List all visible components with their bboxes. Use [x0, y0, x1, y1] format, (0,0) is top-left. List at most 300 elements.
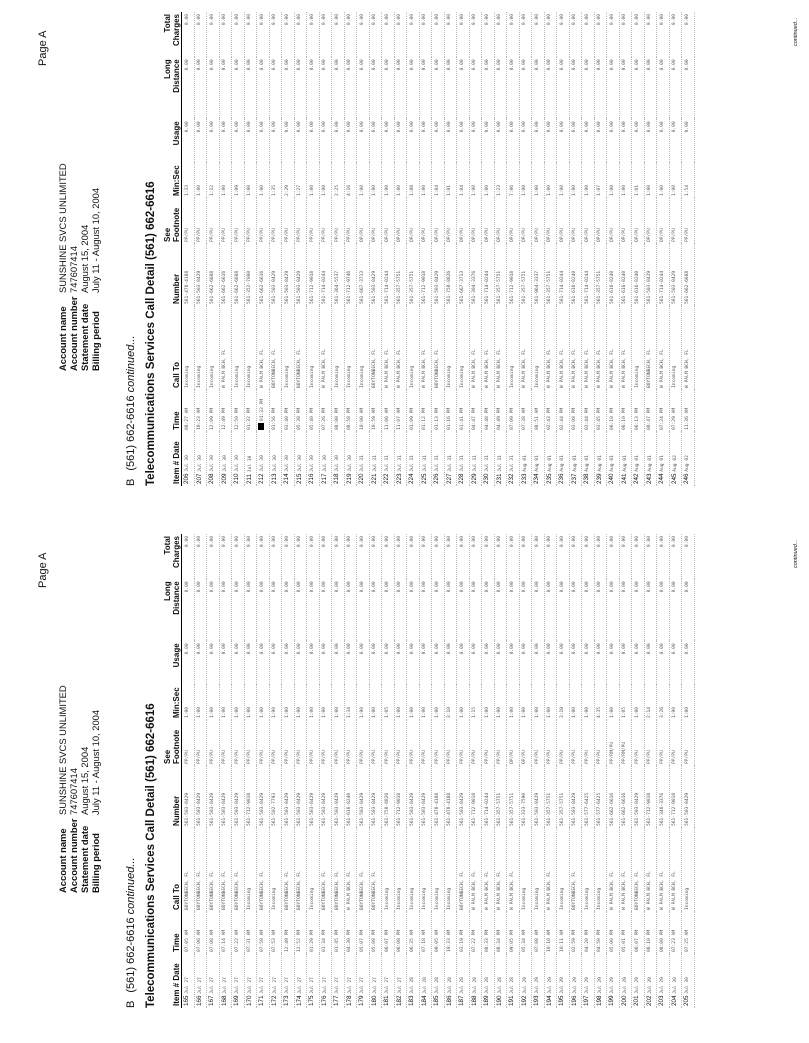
- table-row: [407, 12, 420, 486]
- cell-total-charges: 0.00: [319, 534, 332, 579]
- cell-item-date: [232, 954, 245, 1008]
- call-date: Jul 30: [335, 455, 340, 472]
- cell-time: [244, 390, 257, 432]
- cell-call-to: Incoming: [407, 828, 420, 912]
- item-number: 180: [370, 995, 378, 1006]
- call-date: Jul 27: [322, 977, 328, 994]
- cell-footnote: PP/RM/PU: [619, 720, 632, 766]
- call-date: Jul 30: [672, 977, 678, 994]
- table-row: [544, 534, 557, 1008]
- call-time: 06:13 PM: [634, 407, 640, 430]
- cell-number: 561-577-6425: [594, 766, 607, 828]
- item-number: 225: [420, 473, 428, 484]
- cell-duration: 1:00: [257, 163, 270, 198]
- cell-call-to: W PALM BCH, FL: [494, 306, 507, 390]
- cell-footnote: PP/PU: [244, 198, 257, 244]
- table-row: [569, 534, 582, 1008]
- cell-duration: 1:00: [669, 163, 682, 198]
- cell-duration: 1:00: [469, 163, 482, 198]
- call-time: 03:19 PM: [459, 929, 465, 952]
- cell-long-distance: 0.00: [357, 579, 370, 641]
- call-time: 03:44 PM: [584, 407, 590, 430]
- cell-duration: 1:00: [544, 685, 557, 720]
- table-row: [644, 534, 657, 1008]
- cell-duration: 1:00: [544, 163, 557, 198]
- cell-call-to: Incoming: [519, 828, 532, 912]
- cell-item-date: [194, 954, 207, 1008]
- cell-total-charges: 0.00: [219, 534, 232, 579]
- call-date: Jul 27: [310, 977, 315, 994]
- cell-duration: 1:00: [282, 685, 295, 720]
- call-time: 08:00 PM: [334, 407, 340, 430]
- col-number-text: Number: [172, 795, 181, 826]
- call-time: 07:08 AM: [534, 929, 540, 952]
- table-row: [494, 12, 507, 486]
- cell-number: 561-712-9018: [307, 244, 320, 306]
- cell-footnote: OP/PU: [607, 198, 620, 244]
- cell-long-distance: 0.00: [544, 579, 557, 641]
- page-label: Page A: [37, 30, 49, 66]
- cell-total-charges: 0.00: [457, 534, 470, 579]
- table-row: [357, 12, 370, 486]
- table-row: [519, 534, 532, 1008]
- col-item-date-text: Item # Date: [172, 963, 181, 1006]
- table-row: [394, 534, 407, 1008]
- call-date: Jul 29: [635, 977, 640, 994]
- cell-total-charges: 0.00: [232, 534, 245, 579]
- cell-footnote: PP/PU: [257, 720, 270, 766]
- table-row: [682, 12, 695, 486]
- cell-usage: 0.00: [507, 119, 520, 163]
- cell-number: 561-503-8429: [207, 766, 220, 828]
- table-row: [582, 534, 595, 1008]
- item-number: 210: [233, 473, 240, 484]
- cell-number: 561-662-6688: [682, 244, 695, 306]
- cell-call-to: Incoming: [557, 828, 570, 912]
- cell-long-distance: 0.00: [269, 57, 282, 119]
- cell-time: [657, 390, 670, 432]
- cell-time: [232, 912, 245, 954]
- call-date: Jul 30: [310, 455, 315, 472]
- cell-duration: 1:00: [607, 163, 620, 198]
- cell-total-charges: 0.00: [407, 534, 420, 579]
- cell-number: 561-712-9018: [244, 766, 257, 828]
- cell-duration: 1:00: [219, 685, 232, 720]
- cell-number: 561-714-0244: [557, 244, 570, 306]
- cell-time: [482, 390, 495, 432]
- cell-number: 561-662-6616: [607, 766, 620, 828]
- cell-number: 561-357-5751: [544, 766, 557, 828]
- account-number-value: 747607414: [68, 246, 79, 293]
- cell-long-distance: 0.00: [307, 579, 320, 641]
- cell-item-date: [294, 432, 307, 486]
- statement-page-2: [0, 0, 809, 521]
- cell-item-date: [344, 432, 357, 486]
- cell-call-to: Incoming: [244, 828, 257, 912]
- cell-time: [644, 390, 657, 432]
- call-date: Jul 30: [260, 455, 265, 472]
- cell-duration: 1:00: [294, 685, 307, 720]
- cell-call-to: W PALM BCH, FL: [569, 306, 582, 390]
- cell-call-to: Incoming: [394, 828, 407, 912]
- call-date: Jul 30: [347, 455, 353, 472]
- call-time: 08:33 PM: [484, 929, 490, 952]
- cell-item-date: [582, 432, 595, 486]
- cell-time: [569, 390, 582, 432]
- cell-usage: 0.00: [282, 119, 295, 163]
- cell-duration: 1:05: [382, 685, 395, 720]
- cell-usage: 0.00: [207, 119, 220, 163]
- call-time: 01:32 PM: [247, 407, 252, 430]
- cell-total-charges: 0.00: [257, 534, 270, 579]
- cell-usage: 0.00: [457, 641, 470, 685]
- cell-item-date: [394, 432, 407, 486]
- table-row: [369, 534, 382, 1008]
- table-row: [207, 534, 220, 1008]
- table-row: [232, 534, 245, 1008]
- cell-long-distance: 0.00: [319, 579, 332, 641]
- cell-total-charges: 0.00: [607, 12, 620, 57]
- cell-time: [494, 912, 507, 954]
- cell-duration: 1:00: [669, 685, 682, 720]
- cell-item-date: [332, 954, 345, 1008]
- cell-item-date: [669, 432, 682, 486]
- call-date: Jul 31: [397, 455, 403, 472]
- cell-call-to: Incoming: [594, 828, 607, 912]
- table-row: [594, 12, 607, 486]
- col-call-to-text: Call To: [172, 361, 181, 388]
- col-total-charges-text: Charges: [172, 14, 181, 47]
- cell-item-date: [369, 432, 382, 486]
- cell-footnote: PP/PU: [394, 720, 407, 766]
- cell-number: 561-714-0244: [319, 244, 332, 306]
- account-name-label: Account name: [57, 306, 68, 371]
- call-time: 06:07 PM: [634, 929, 640, 952]
- cell-call-to: Incoming: [307, 306, 320, 390]
- cell-total-charges: 0.00: [294, 12, 307, 57]
- cell-call-to: BOYTONBECH, FL: [294, 828, 307, 912]
- cell-long-distance: 0.00: [644, 57, 657, 119]
- cell-call-to: BOYTONBECH, FL: [219, 828, 232, 912]
- cell-footnote: PP/PU: [682, 720, 695, 766]
- call-date: Jul 27: [222, 977, 228, 994]
- call-time: 04:20 PM: [584, 929, 590, 952]
- col-footnote: [163, 720, 182, 766]
- cell-long-distance: 0.00: [332, 579, 345, 641]
- cell-footnote: PP/PU: [657, 720, 670, 766]
- table-row: [182, 12, 195, 486]
- cell-duration: 2:14: [644, 685, 657, 720]
- cell-call-to: Incoming: [532, 306, 545, 390]
- table-row: [307, 534, 320, 1008]
- call-time: 07:25 AM: [684, 929, 690, 952]
- cell-footnote: OP/PU: [632, 198, 645, 244]
- cell-item-date: [407, 432, 420, 486]
- item-number: 194: [545, 995, 553, 1006]
- cell-call-to: Incoming: [282, 306, 295, 390]
- call-date: Jul 27: [397, 977, 403, 994]
- cell-call-to: BOYTONBECH, FL: [569, 828, 582, 912]
- cell-item-date: [194, 432, 207, 486]
- col-item-date: [163, 432, 182, 486]
- call-date: Aug 01: [660, 455, 665, 472]
- table-row: [319, 12, 332, 486]
- item-number: 232: [508, 473, 515, 484]
- cell-number: 561-357-5751: [494, 244, 507, 306]
- cell-footnote: PP/PU: [382, 720, 395, 766]
- cell-time: [544, 912, 557, 954]
- call-time: 09:05 AM: [434, 929, 440, 952]
- call-date: Jul 30: [297, 455, 303, 472]
- call-date: Jul 27: [247, 977, 253, 994]
- cell-duration: 1:00: [244, 685, 257, 720]
- cell-total-charges: 0.00: [194, 534, 207, 579]
- cell-usage: 0.00: [307, 641, 320, 685]
- cell-total-charges: 0.00: [482, 12, 495, 57]
- cell-item-date: [432, 954, 445, 1008]
- cell-duration: 1:00: [394, 685, 407, 720]
- cell-total-charges: 0.00: [369, 534, 382, 579]
- cell-item-date: [594, 954, 607, 1008]
- cell-usage: 0.00: [507, 641, 520, 685]
- cell-call-to: Incoming: [194, 306, 207, 390]
- cell-footnote: PP/PU: [294, 720, 307, 766]
- account-name-row: [57, 163, 68, 371]
- cell-call-to: Incoming: [407, 306, 420, 390]
- cell-duration: 1:00: [582, 685, 595, 720]
- call-time: 12:52 PM: [297, 929, 302, 952]
- continued-note: continued...: [793, 539, 799, 568]
- item-number: 172: [270, 995, 278, 1006]
- col-usage: [163, 119, 182, 163]
- cell-item-date: [219, 954, 232, 1008]
- cell-total-charges: 0.00: [332, 12, 345, 57]
- item-number: 246: [683, 473, 690, 484]
- cell-duration: 1:00: [507, 685, 520, 720]
- cell-long-distance: 0.00: [419, 579, 432, 641]
- cell-call-to: BOYTONBECH, FL: [644, 306, 657, 390]
- cell-long-distance: 0.00: [407, 57, 420, 119]
- cell-total-charges: 0.00: [332, 534, 345, 579]
- table-row: [607, 534, 620, 1008]
- cell-call-to: W PALM BCH, FL: [419, 306, 432, 390]
- cell-footnote: PP/PU: [319, 198, 332, 244]
- call-date: Jul 30: [285, 455, 290, 472]
- cell-footnote: PP/PU: [669, 720, 682, 766]
- cell-long-distance: 0.00: [644, 579, 657, 641]
- table-row: [569, 12, 582, 486]
- cell-time: [457, 390, 470, 432]
- cell-time: [207, 912, 220, 954]
- cell-usage: 0.00: [544, 641, 557, 685]
- item-number: 209: [220, 473, 228, 484]
- cell-total-charges: 0.00: [569, 534, 582, 579]
- item-number: 240: [608, 473, 615, 484]
- account-name-row: [57, 685, 68, 893]
- item-number: 223: [395, 473, 403, 484]
- cell-item-date: [307, 432, 320, 486]
- statement-date-value: August 15, 2004: [79, 224, 90, 293]
- item-number: 230: [483, 473, 490, 484]
- cell-call-to: W PALM BCH, FL: [544, 306, 557, 390]
- cell-time: [682, 390, 695, 432]
- cell-call-to: W PALM BCH, FL: [469, 306, 482, 390]
- item-number: 178: [345, 995, 353, 1006]
- call-detail-title: Telecommunications Services Call Detail (561) 662-6616: [145, 181, 157, 486]
- call-detail-table: [163, 12, 695, 486]
- cell-usage: 0.00: [669, 119, 682, 163]
- cell-footnote: OP/PU: [544, 198, 557, 244]
- item-number: 227: [445, 473, 453, 484]
- account-number-row: [68, 685, 79, 893]
- cell-total-charges: 0.00: [244, 534, 257, 579]
- item-number: 183: [408, 995, 415, 1006]
- cell-number: 561-503-8429: [194, 244, 207, 306]
- cell-time: [307, 390, 320, 432]
- cell-footnote: OP/PU: [569, 198, 582, 244]
- col-item-date: [163, 954, 182, 1008]
- cell-usage: 0.00: [594, 641, 607, 685]
- cell-duration: 1:00: [632, 685, 645, 720]
- cell-total-charges: 0.00: [607, 534, 620, 579]
- statement-page-1: [0, 522, 809, 1043]
- cell-usage: 0.00: [569, 641, 582, 685]
- cell-long-distance: 0.00: [294, 57, 307, 119]
- call-date: Jul 30: [247, 455, 253, 473]
- col-footnote: [163, 198, 182, 244]
- cell-total-charges: 0.00: [357, 534, 370, 579]
- cell-number: 561-712-9018: [507, 244, 520, 306]
- call-date: Jul 29: [660, 977, 665, 994]
- cell-number: 561-357-5751: [407, 244, 420, 306]
- cell-number: 561-478-4188: [444, 766, 457, 828]
- account-number-label: Account number: [68, 818, 79, 893]
- cell-footnote: PP/PU: [682, 198, 695, 244]
- call-date: Aug 01: [597, 455, 603, 472]
- cell-number: 561-346-3376: [657, 766, 670, 828]
- cell-usage: 0.00: [494, 641, 507, 685]
- table-row: [619, 534, 632, 1008]
- cell-footnote: OP/PU: [494, 198, 507, 244]
- cell-footnote: PP/PU: [282, 198, 295, 244]
- cell-number: 561-712-9018: [644, 766, 657, 828]
- cell-usage: 0.00: [632, 641, 645, 685]
- cell-duration: 1:00: [319, 685, 332, 720]
- call-time: 01:13 PM: [434, 407, 440, 430]
- col-long-distance-text: Long: [163, 581, 172, 601]
- cell-usage: 0.00: [344, 641, 357, 685]
- col-long-distance-text: Long: [163, 59, 172, 79]
- cell-total-charges: 0.00: [357, 12, 370, 57]
- cell-long-distance: 0.00: [194, 579, 207, 641]
- cell-call-to: W PALM BCH, FL: [219, 306, 232, 390]
- call-time: 08:34 PM: [497, 929, 502, 952]
- cell-time: [194, 390, 207, 432]
- table-header-row: [163, 12, 182, 486]
- cell-duration: 1:00: [369, 685, 382, 720]
- cell-number: 561-758-8826: [444, 244, 457, 306]
- cell-total-charges: 0.00: [444, 12, 457, 57]
- cell-footnote: PP/PU: [344, 720, 357, 766]
- cell-duration: 1:00: [357, 163, 370, 198]
- cell-total-charges: 0.00: [669, 12, 682, 57]
- cell-number: 561-712-9746: [344, 244, 357, 306]
- cell-footnote: PP/PU: [194, 198, 207, 244]
- cell-number: 561-714-0244: [482, 244, 495, 306]
- statement-date-label: Statement date: [79, 303, 90, 371]
- col-number: [163, 244, 182, 306]
- call-time: 01:12 PM: [422, 407, 427, 430]
- cell-item-date: [332, 432, 345, 486]
- cell-time: [332, 390, 345, 432]
- page-label: Page A: [37, 552, 49, 588]
- table-row: [232, 12, 245, 486]
- cell-number: 561-503-8429: [369, 244, 382, 306]
- cell-time: [219, 912, 232, 954]
- statement-date-value: August 15, 2004: [79, 746, 90, 815]
- cell-time: [544, 390, 557, 432]
- section-phone: (561) 662-6616: [125, 395, 137, 471]
- item-number: 168: [220, 995, 228, 1006]
- cell-duration: 1:00: [607, 685, 620, 720]
- item-number: 211: [245, 473, 253, 484]
- continued-note: continued...: [793, 17, 799, 46]
- call-time: 11:06 AM: [384, 407, 390, 430]
- cell-item-date: [182, 954, 195, 1008]
- call-time: 05:40 PM: [309, 407, 315, 430]
- call-time: 01:34 PM: [322, 929, 327, 952]
- call-time: 05:07 PM: [359, 929, 365, 952]
- cell-time: [219, 390, 232, 432]
- cell-footnote: OP/PU: [432, 198, 445, 244]
- cell-item-date: [444, 432, 457, 486]
- item-number: 188: [470, 995, 478, 1006]
- cell-footnote: OP/PU: [369, 198, 382, 244]
- cell-duration: 1:00: [482, 685, 495, 720]
- col-time: [163, 390, 182, 432]
- cell-number: 561-357-5751: [519, 244, 532, 306]
- item-number: 228: [458, 473, 465, 484]
- cell-call-to: BOYTONBECH, FL: [632, 828, 645, 912]
- cell-long-distance: 0.00: [307, 57, 320, 119]
- cell-time: [194, 912, 207, 954]
- call-date: Aug 01: [522, 455, 528, 472]
- table-row: [194, 534, 207, 1008]
- section-letter: B: [125, 478, 137, 486]
- cell-item-date: [469, 432, 482, 486]
- cell-time: [269, 390, 282, 432]
- cell-number: 561-577-6425: [582, 766, 595, 828]
- cell-footnote: OP/PU: [557, 198, 570, 244]
- call-time: 07:23 AM: [672, 929, 677, 952]
- cell-footnote: OP/PU: [419, 198, 432, 244]
- call-time: 08:58 PM: [347, 407, 352, 430]
- cell-time: [394, 912, 407, 954]
- cell-call-to: W PALM BCH, FL: [507, 828, 520, 912]
- call-date: Jul 30: [185, 455, 190, 472]
- item-number: 200: [620, 995, 628, 1006]
- table-row: [344, 534, 357, 1008]
- cell-number: 561-503-8429: [232, 766, 245, 828]
- call-date: Jul 31: [372, 455, 378, 472]
- cell-number: 561-503-8429: [257, 766, 270, 828]
- item-number: 174: [295, 995, 303, 1006]
- cell-usage: 0.00: [482, 641, 495, 685]
- cell-number: 561-712-9018: [669, 766, 682, 828]
- cell-number: 561-714-0244: [657, 244, 670, 306]
- call-date: Jul 29: [585, 977, 590, 994]
- cell-total-charges: 0.00: [519, 12, 532, 57]
